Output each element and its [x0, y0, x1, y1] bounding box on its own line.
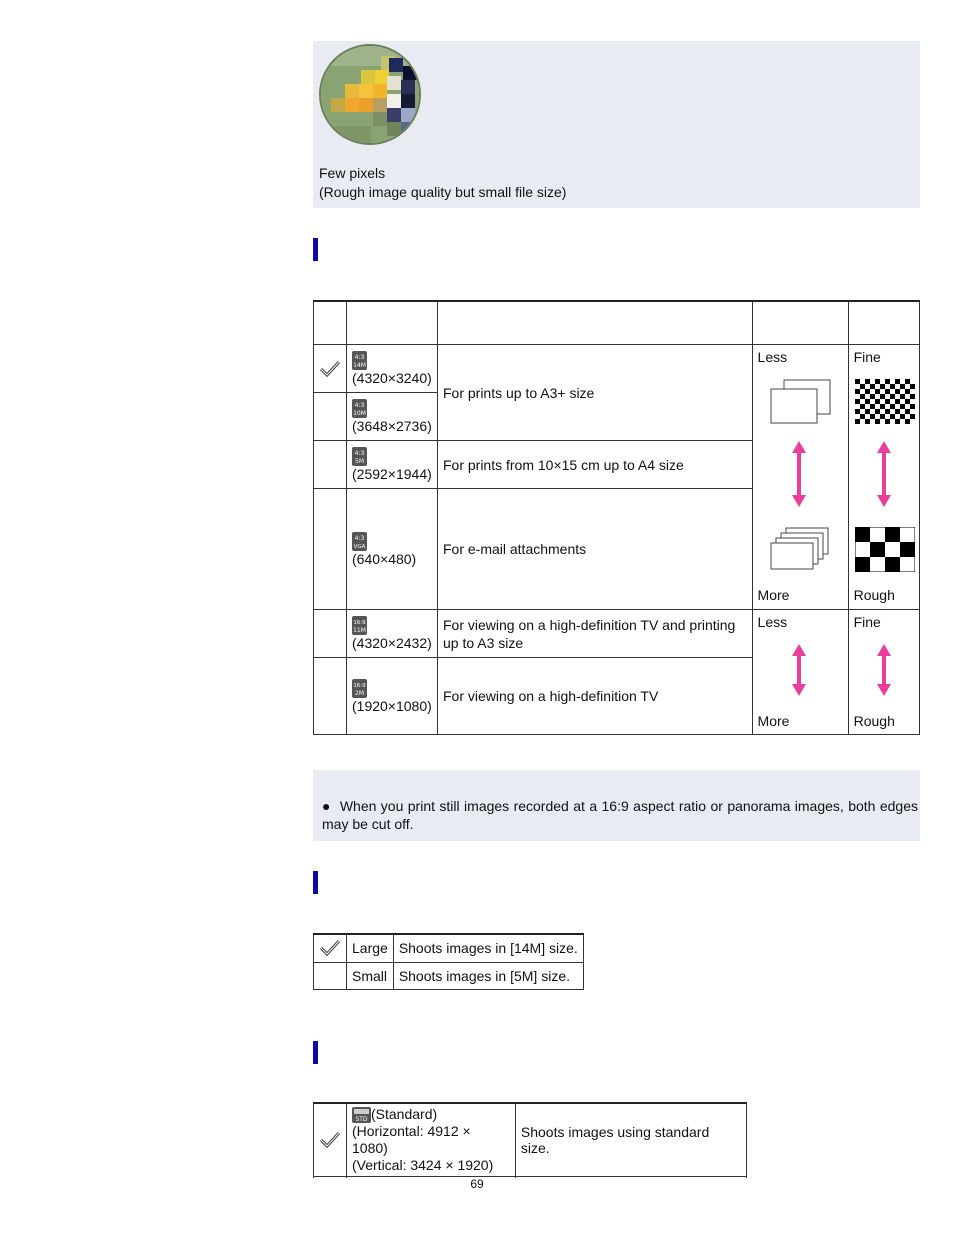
- pixelated-sample-image: [319, 44, 421, 145]
- fine-label: Fine: [853, 349, 881, 365]
- panorama-size-table: [313, 933, 584, 990]
- table-header-row: [314, 301, 920, 345]
- more-label: More: [757, 587, 790, 603]
- svg-text:4:3: 4:3: [354, 534, 365, 542]
- less-label: Less: [757, 349, 788, 365]
- rough-checkerboard-icon: [855, 527, 915, 572]
- double-arrow-icon: [876, 642, 892, 698]
- image-size-2m-wide-icon: [352, 679, 367, 698]
- size-name-cell: Small: [347, 962, 394, 989]
- checkmark-icon: [319, 1131, 341, 1149]
- usage-cell: For viewing on a high-definition TV: [437, 658, 752, 735]
- note-box: [313, 770, 920, 841]
- size-desc-cell: Shoots images in [5M] size.: [393, 962, 583, 989]
- size-cell: 16:9 11M (4320×2432): [347, 610, 438, 658]
- few-pixels-box: [313, 41, 920, 208]
- usage-cell: For prints from 10×15 cm up to A4 size: [437, 441, 752, 489]
- size-name-cell: Large: [347, 934, 394, 962]
- table-row: [314, 1103, 747, 1177]
- size-cell: 4:3 VGA (640×480): [347, 489, 438, 610]
- file-count-cell: [752, 610, 848, 735]
- size-cell: 4:3 5M (2592×1944): [347, 441, 438, 489]
- svg-text:STD: STD: [355, 1116, 368, 1124]
- quality-cell: [848, 610, 919, 735]
- table-row: [314, 610, 920, 658]
- size-desc-cell: Shoots images in [14M] size.: [393, 934, 583, 962]
- svg-text:14M: 14M: [353, 362, 366, 369]
- default-check-cell: [314, 934, 347, 962]
- checkmark-icon: [319, 939, 341, 957]
- image-size-vga-icon: [352, 532, 367, 551]
- svg-text:VGA: VGA: [353, 543, 366, 550]
- size-cell: 4:3 10M (3648×2736): [347, 393, 438, 441]
- page-number: 69: [470, 1177, 484, 1191]
- size-cell: 4:3 14M (4320×3240): [347, 345, 438, 393]
- double-arrow-icon: [876, 439, 892, 509]
- size-cell: 16:9 2M (1920×1080): [347, 658, 438, 735]
- size-desc-cell: Shoots images using standard size.: [515, 1103, 746, 1177]
- image-size-10m-icon: [352, 399, 367, 418]
- table-row: [314, 345, 920, 393]
- fine-label: Fine: [853, 614, 881, 630]
- rough-label: Rough: [853, 713, 895, 729]
- default-check-cell: [314, 1103, 347, 1177]
- rough-label: Rough: [853, 587, 895, 603]
- section-heading-bar: [313, 871, 318, 894]
- note-item: [322, 797, 918, 833]
- svg-text:2M: 2M: [355, 689, 364, 697]
- quality-cell: [848, 345, 919, 610]
- image-size-5m-icon: [352, 447, 367, 466]
- sweep-table-wrapper: [313, 1102, 753, 1178]
- svg-text:16:9: 16:9: [353, 682, 366, 689]
- usage-cell: For prints up to A3+ size: [437, 345, 752, 441]
- usage-cell: For viewing on a high-definition TV and printing up to A3 size: [437, 610, 752, 658]
- checkmark-icon: [319, 360, 341, 378]
- section-heading-bar: [313, 1041, 318, 1064]
- single-image-stack-icon: [770, 379, 832, 425]
- less-label: Less: [757, 614, 788, 630]
- svg-text:5M: 5M: [355, 458, 364, 465]
- more-label: More: [757, 713, 790, 729]
- sweep-size-table: [313, 1102, 747, 1178]
- image-size-11m-wide-icon: [352, 616, 367, 635]
- svg-text:4:3: 4:3: [354, 402, 365, 409]
- usage-cell: For e-mail attachments: [437, 489, 752, 610]
- few-pixels-caption: Few pixels (Rough image quality but small file size): [319, 165, 567, 200]
- note-text: When you print still images recorded at a 16:9 aspect ratio or panorama images, both edges may be cut off.: [322, 798, 918, 832]
- default-check-cell: [314, 345, 347, 393]
- standard-panorama-icon: [352, 1107, 371, 1123]
- svg-text:4:3: 4:3: [354, 354, 365, 361]
- many-images-stack-icon: [770, 527, 832, 573]
- bullet-icon: ●: [322, 798, 331, 814]
- image-size-14m-icon: [352, 351, 367, 370]
- svg-text:4:3: 4:3: [354, 450, 365, 457]
- double-arrow-icon: [791, 439, 807, 509]
- table-row: [314, 962, 584, 989]
- section-heading-bar: [313, 238, 318, 261]
- table-row: [314, 934, 584, 962]
- file-count-cell: [752, 345, 848, 610]
- size-cell: STD (Standard) (Horizontal: 4912 × 1080) (Vertical: 3424 × 1920): [347, 1103, 516, 1177]
- svg-text:11M: 11M: [353, 627, 366, 634]
- double-arrow-icon: [791, 642, 807, 698]
- image-size-table: [313, 300, 920, 735]
- svg-text:10M: 10M: [353, 410, 366, 417]
- fine-checkerboard-icon: [855, 379, 915, 424]
- svg-text:16:9: 16:9: [353, 620, 366, 626]
